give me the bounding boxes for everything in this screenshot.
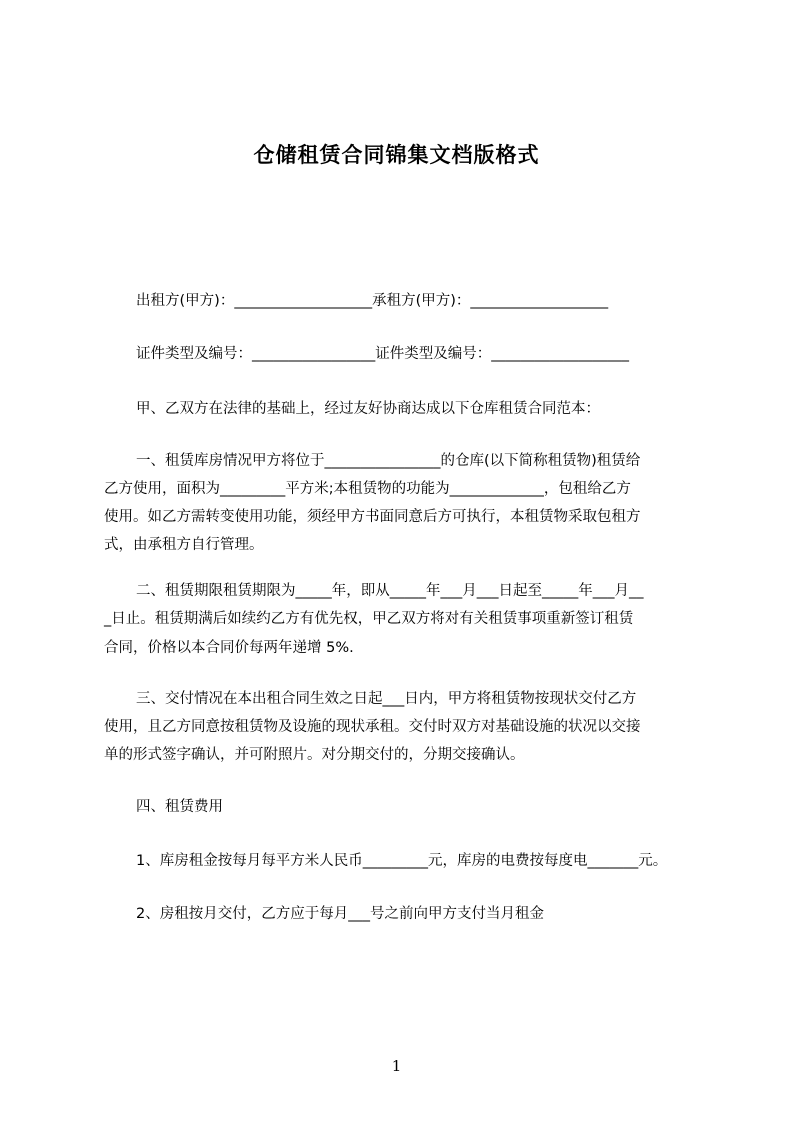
party-line: 出租方(甲方)：___________________承租方(甲方)：___________________ (136, 293, 609, 309)
fee-item-2: 2、房租按月交付，乙方应于每月___号之前向甲方支付当月租金 (136, 906, 544, 922)
section2-line-3: 合同，价格以本合同价每两年递增 5%. (104, 640, 354, 656)
document-title: 仓储租赁合同锦集文档版格式 (253, 143, 540, 167)
section1-line-3: 使用。如乙方需转变使用功能，须经甲方书面同意后方可执行，本租赁物采取包租方 (104, 509, 641, 525)
section2-line-2: _日止。租赁期满后如续约乙方有优先权，甲乙双方将对有关租赁事项重新签订租赁 (104, 611, 634, 627)
section3-line-2: 使用，且乙方同意按租赁物及设施的现状承租。交付时双方对基础设施的状况以交接 (104, 719, 641, 735)
section1-line-1: 一、租赁库房情况甲方将位于________________的仓库(以下简称租赁物)租赁给 (136, 453, 641, 469)
section4-heading: 四、租赁费用 (136, 799, 223, 815)
section1-line-4: 式，由承租方自行管理。 (104, 537, 264, 553)
section3-line-3: 单的形式签字确认，并可附照片。对分期交付的，分期交接确认。 (104, 747, 525, 763)
fee-item-1: 1、库房租金按每月每平方米人民币_________元，库房的电费按每度电_______元。 (136, 853, 668, 869)
section1-line-2: 乙方使用，面积为_________平方米;本租赁物的功能为_____________，包租给乙方 (104, 481, 631, 497)
page-number: 1 (391, 1057, 402, 1075)
intro-paragraph: 甲、乙双方在法律的基础上，经过友好协商达成以下仓库租赁合同范本： (136, 401, 600, 417)
section2-line-1: 二、租赁期限租赁期限为_____年，即从_____年___月___日起至_____年___月__ (136, 583, 644, 599)
id-line: 证件类型及编号：_________________证件类型及编号：___________________ (136, 346, 629, 362)
section3-line-1: 三、交付情况在本出租合同生效之日起___日内，甲方将租赁物按现状交付乙方 (136, 691, 637, 707)
